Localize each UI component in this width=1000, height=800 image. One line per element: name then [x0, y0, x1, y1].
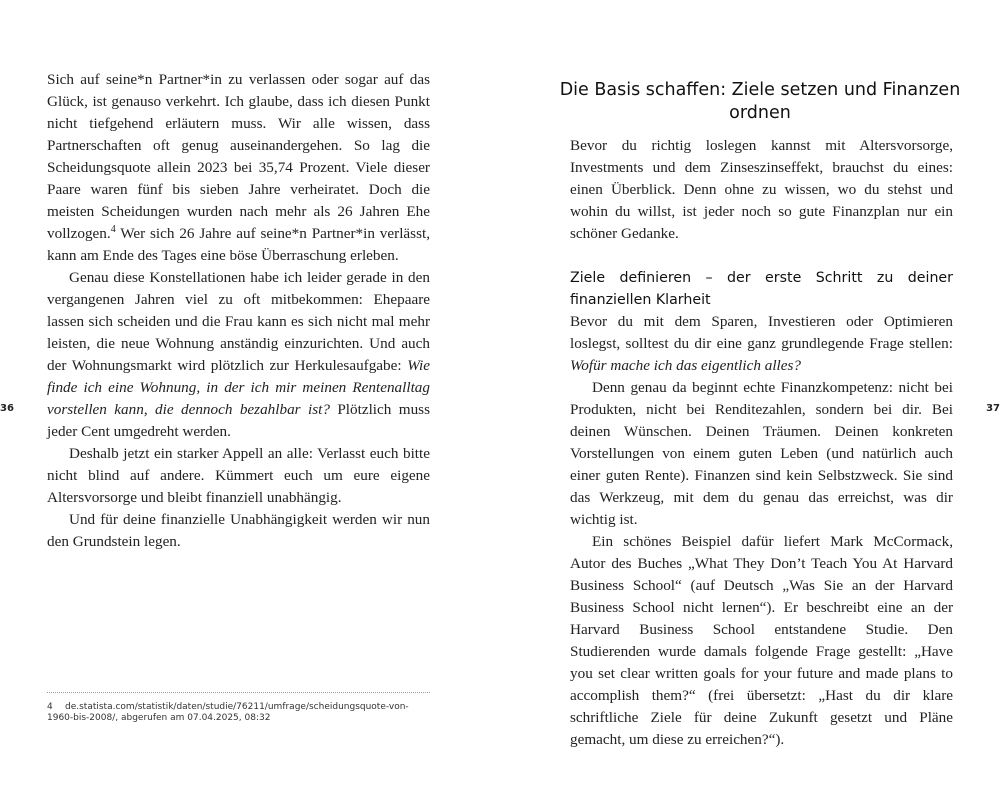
right-page-body: [570, 135, 953, 751]
footnote-reference: 4: [110, 223, 116, 235]
intro-paragraph: Bevor du richtig loslegen kannst mit Altersvorsorge, Investments und dem Zinseszinseffekt, brauchst du eines: einen Überblick. Denn ohne zu wissen, wo du stehst und wohin du willst, ist jeder noch so gute Finanzplan nur ein schöner Gedanke.: [570, 137, 953, 242]
chapter-title: Die Basis schaffen: Ziele setzen und Finanzen ordnen: [559, 79, 961, 123]
paragraph-text: Bevor du mit dem Sparen, Investieren oder Optimieren loslegst, solltest du dir eine ganz grundlegende Frage stellen:: [570, 313, 953, 352]
paragraph-text: Sich auf seine*n Partner*in zu verlassen oder sogar auf das Glück, ist genauso verkehrt. Ich glaube, dass ich diesen Punkt nicht tiefgehend erläutern muss. Wir alle wissen, dass Partnerschaften oft genug auseinandergehen. So lag die Scheidungsquote allein 2023 bei 35,74 Prozent. Viele dieser Paare waren fünf bis sieben Jahre verheiratet. Doch die meisten Scheidungen wurden nach mehr als 26 Jahren Ehe vollzogen.: [47, 71, 430, 242]
page-number: 36: [0, 403, 14, 414]
section: [570, 267, 953, 311]
paragraph-text: Genau diese Konstellationen habe ich leider gerade in den vergangenen Jahren viel zu oft mitbekommen: Ehepaare lassen sich scheiden und die Frau kann es sich nicht mal mehr leisten, die neue Wohnung anständig einzurichten. Und auch der Wohnungsmarkt wird plötzlich zur Herkulesaufgabe:: [47, 269, 430, 374]
paragraph: Denn genau da beginnt echte Finanzkompetenz: nicht bei Produkten, nicht bei Renditezahlen, sondern bei dir. Bei deinen Wünschen. Deinen Träumen. Deinen konkreten Vorstellungen von einem guten Leben (und natürlich auch einer guten Rente). Finanzen sind kein Selbstzweck. Sie sind das Werkzeug, mit dem du genau das erreichst, was dir wichtig ist.: [570, 379, 953, 528]
paragraph-text: Wer sich 26 Jahre auf seine*n Partner*in verlässt, kann am Ende des Tages eine böse Überraschung erleben.: [47, 225, 430, 264]
paragraph: [47, 267, 430, 443]
left-page-body: [47, 69, 430, 553]
right-page: [500, 0, 1000, 800]
footnote: [47, 702, 430, 724]
footnote-number: 4: [47, 702, 53, 712]
footnote-divider: [47, 692, 430, 693]
paragraph: Ein schönes Beispiel dafür liefert Mark McCormack, Autor des Buches „What They Don’t Teach You At Harvard Business School“ (auf Deutsch „Was Sie an der Harvard Business School nicht lernen“). Er beschreibt eine an der Harvard Business School entstandene Studie. Den Studierenden wurde damals folgende Frage gestellt: „Have you set clear written goals for your future and made plans to accomplish them?“ (frei übersetzt: „Hast du dir klare schriftliche Ziele für deine Zukunft gesetzt und Pläne gemacht, um diese zu erreichen?“).: [570, 533, 953, 748]
paragraph: [47, 69, 430, 267]
paragraph: [570, 311, 953, 377]
italic-question: Wofür mache ich das eigentlich alles?: [570, 357, 802, 374]
section-heading: Ziele definieren – der erste Schritt zu deiner finanziellen Klarheit: [570, 270, 953, 308]
footnote-text: de.statista.com/statistik/daten/studie/76211/umfrage/scheidungsquote-von-1960-bis-2008/, abgerufen am 07.04.2025, 08:32: [47, 702, 409, 723]
paragraph: Und für deine finanzielle Unabhängigkeit werden wir nun den Grundstein legen.: [47, 511, 430, 550]
paragraph-text: Plötzlich muss jeder Cent umgedreht werden.: [47, 401, 430, 440]
paragraph: Deshalb jetzt ein starker Appell an alle: Verlasst euch bitte nicht blind auf andere. Kümmert euch um eure eigene Altersvorsorge und bleibt finanziell unabhängig.: [47, 445, 430, 506]
italic-question: Wie finde ich eine Wohnung, in der ich mir meinen Rentenalltag vorstellen kann, die dennoch bezahlbar ist?: [47, 357, 430, 418]
page-number: 37: [986, 403, 1000, 414]
